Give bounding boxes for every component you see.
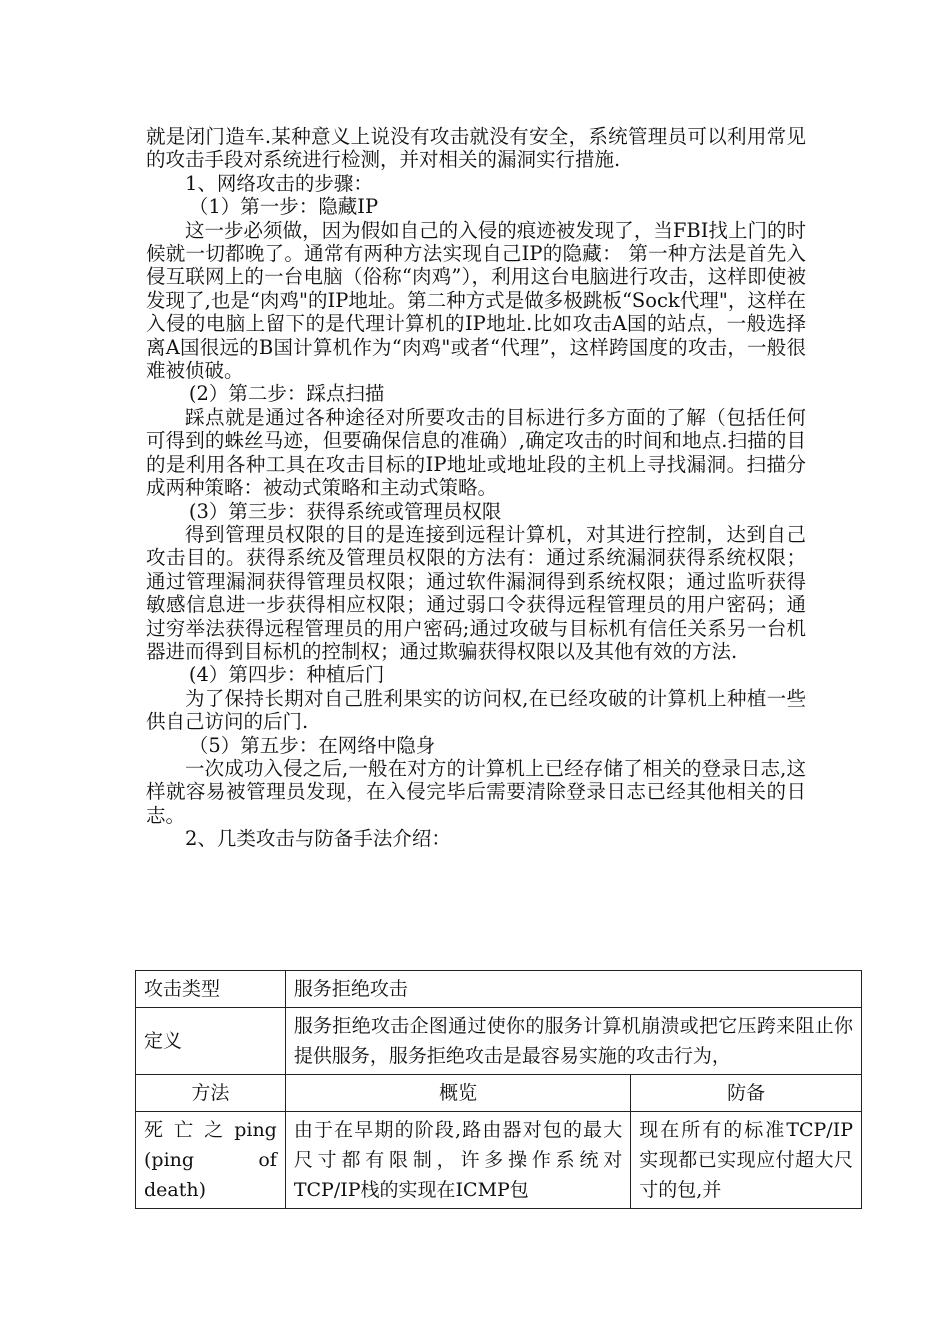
column-header-method: 方法 [136, 1075, 286, 1112]
step-1-heading: （1）第一步：隐藏IP [188, 195, 379, 219]
table-row [136, 971, 862, 1008]
table-row [136, 1112, 862, 1209]
overview-cell: 由于在早期的阶段,路由器对包的最大尺寸都有限制，许多操作系统对TCP/IP栈的实现在ICMP包 [285, 1112, 630, 1209]
definition-value-cell: 服务拒绝攻击企图通过使你的服务计算机崩溃或把它压跨来阻止你提供服务，服务拒绝攻击是最容易实施的攻击行为， [285, 1008, 861, 1075]
step-4-paragraph: 为了保持长期对自己胜利果实的访问权,在已经攻破的计算机上种植一些供自己访问的后门. [146, 686, 806, 734]
section-1-heading: 1、网络攻击的步骤： [185, 171, 373, 195]
intro-paragraph: 就是闭门造车.某种意义上说没有攻击就没有安全，系统管理员可以利用常见的攻击手段对系统进行检测，并对相关的漏洞实行措施. [146, 125, 806, 172]
step-2-paragraph: 踩点就是通过各种途径对所要攻击的目标进行多方面的了解（包括任何可得到的蛛丝马迹，但要确保信息的准确）,确定攻击的时间和地点.扫描的目的是利用各种工具在攻击目标的IP地址或地址段的主机上寻找漏洞。扫描分成两种策略：被动式策略和主动式策略。 [146, 405, 806, 500]
step-5-heading: （5）第五步：在网络中隐身 [188, 733, 436, 757]
defense-cell: 现在所有的标准TCP/IP实现都已实现应付超大尺寸的包,并 [631, 1112, 862, 1209]
column-header-overview: 概览 [285, 1075, 630, 1112]
type-value-cell: 服务拒绝攻击 [285, 971, 861, 1008]
table-row [136, 1008, 862, 1075]
column-header-defense: 防备 [631, 1075, 862, 1112]
definition-label-cell: 定义 [136, 1008, 286, 1075]
attack-defense-table [135, 970, 862, 1209]
step-1-paragraph: 这一步必须做，因为假如自己的入侵的痕迹被发现了，当FBI找上门的时候就一切都晚了。通常有两种方法实现自己IP的隐藏： 第一种方法是首先入侵互联网上的一台电脑（俗称“肉鸡”），利用这台电脑进行攻击，这样即使被发现了,也是“肉鸡"的IP地址。第二种方式是做多极跳板“Sock代理"，这样在入侵的电脑上留下的是代理计算机的IP地址.比如攻击A国的站点，一般选择离A国很远的B国计算机作为“肉鸡"或者“代理”，这样跨国度的攻击，一般很难被侦破。 [146, 218, 806, 383]
document-body [146, 125, 806, 851]
section-2-heading: 2、几类攻击与防备手法介绍： [185, 827, 451, 851]
step-3-paragraph: 得到管理员权限的目的是连接到远程计算机，对其进行控制，达到自己攻击目的。获得系统及管理员权限的方法有：通过系统漏洞获得系统权限；通过管理漏洞获得管理员权限；通过软件漏洞得到系统权限；通过监听获得敏感信息进一步获得相应权限；通过弱口令获得远程管理员的用户密码；通过穷举法获得远程管理员的用户密码;通过攻破与目标机有信任关系另一台机器进而得到目标机的控制权；通过欺骗获得权限以及其他有效的方法. [146, 522, 806, 663]
step-3-heading: (3）第三步：获得系统或管理员权限 [188, 499, 502, 523]
type-label-cell: 攻击类型 [136, 971, 286, 1008]
step-5-paragraph: 一次成功入侵之后,一般在对方的计算机上已经存储了相关的登录日志,这样就容易被管理员发现，在入侵完毕后需要清除登录日志已经其他相关的日志。 [146, 756, 806, 827]
table-header-row [136, 1075, 862, 1112]
step-2-heading: (2）第二步：踩点扫描 [188, 382, 385, 406]
step-4-heading: (4）第四步：种植后门 [188, 663, 385, 687]
method-cell: 死亡之ping (ping of death) [136, 1112, 286, 1209]
